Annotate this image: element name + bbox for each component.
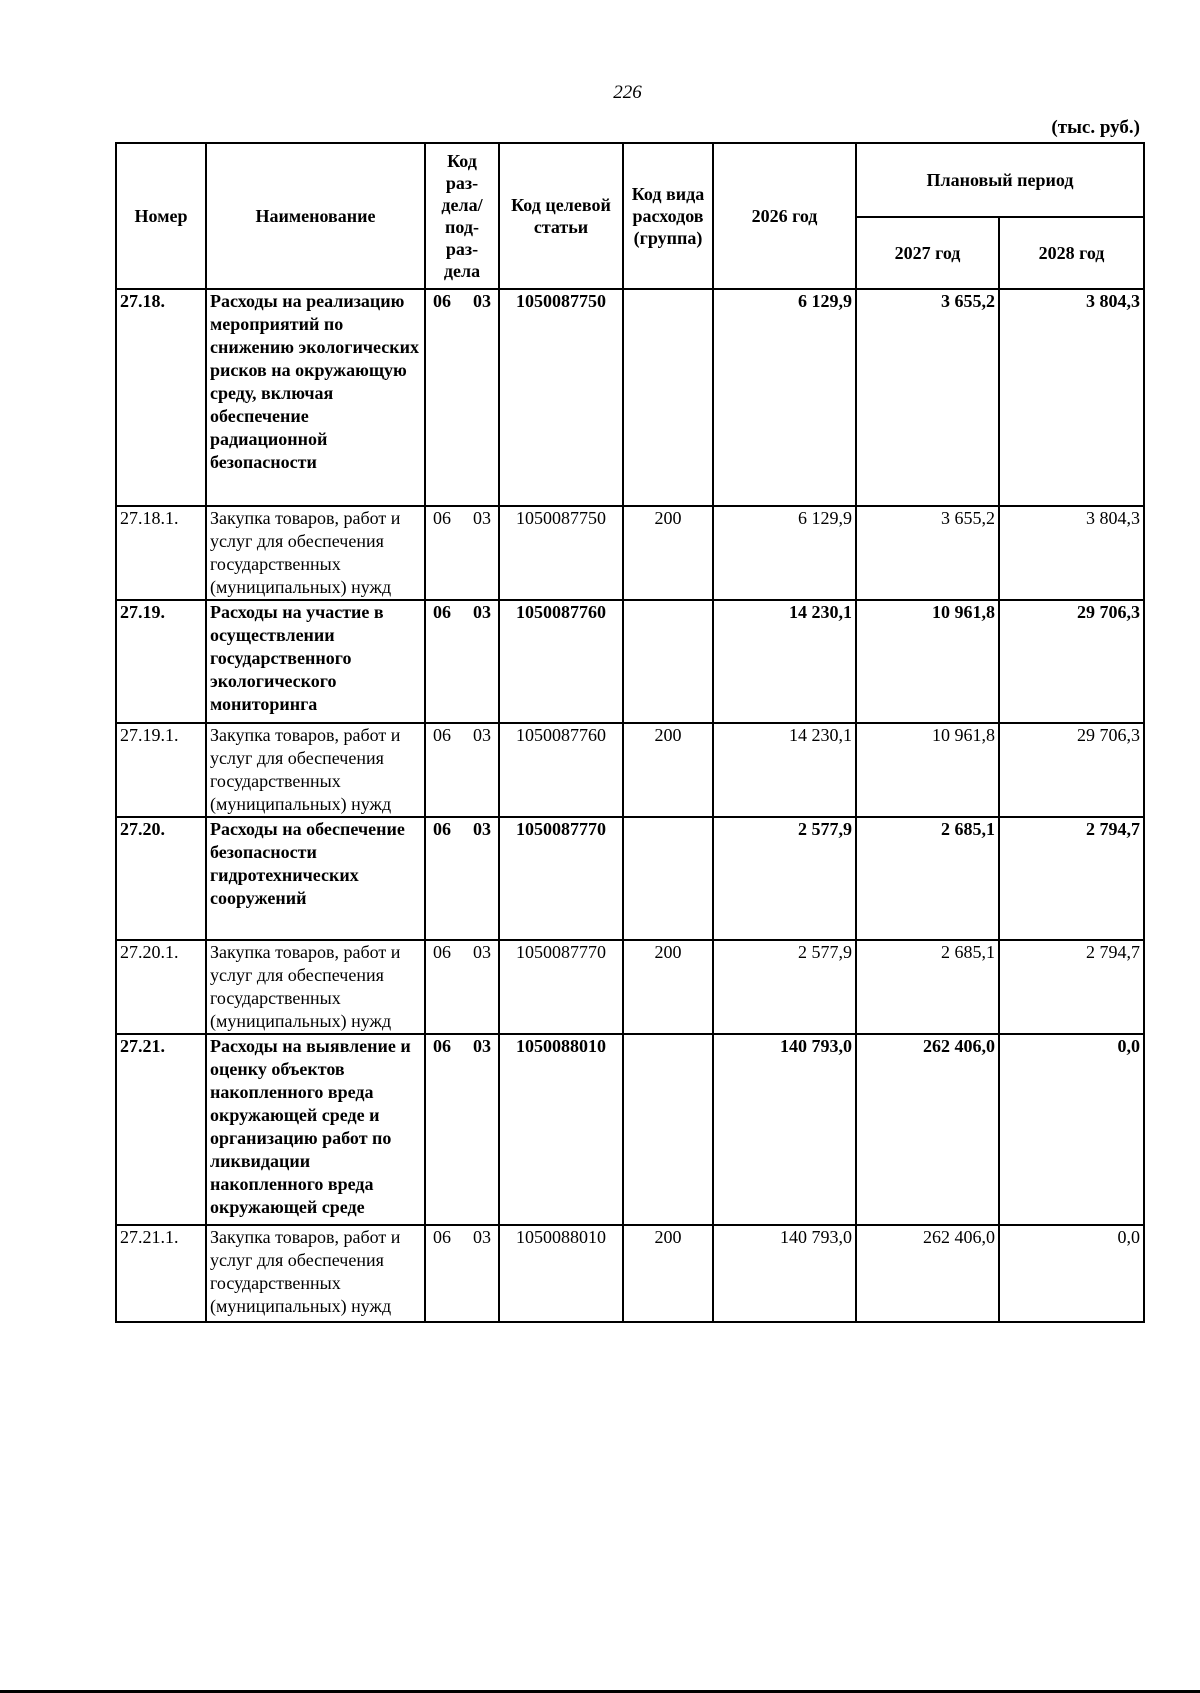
header-year-2027: 2027 год <box>856 217 999 289</box>
row-expense-type: 200 <box>623 506 713 600</box>
table-row <box>116 600 1144 723</box>
row-number: 27.21.1. <box>116 1225 206 1322</box>
row-amount-2026: 140 793,0 <box>713 1225 856 1322</box>
row-amount-2026: 140 793,0 <box>713 1034 856 1225</box>
row-amount-2028: 3 804,3 <box>999 506 1144 600</box>
row-number: 27.20. <box>116 817 206 940</box>
row-name: Закупка товаров, работ и услуг для обеспечения государственных (муниципальных) нужд <box>206 723 425 817</box>
subsection-value: 03 <box>473 508 491 528</box>
section-value: 06 <box>433 942 451 962</box>
section-value: 06 <box>433 725 451 745</box>
subsection-value: 03 <box>473 1227 491 1247</box>
section-value: 06 <box>433 602 451 622</box>
header-year-2026: 2026 год <box>713 143 856 289</box>
row-target-code: 1050088010 <box>499 1034 623 1225</box>
table-row <box>116 506 1144 600</box>
row-expense-type <box>623 289 713 506</box>
row-target-code: 1050087770 <box>499 940 623 1034</box>
row-amount-2028: 29 706,3 <box>999 723 1144 817</box>
row-section-code <box>425 289 499 506</box>
row-amount-2028: 2 794,7 <box>999 940 1144 1034</box>
row-number: 27.20.1. <box>116 940 206 1034</box>
row-amount-2026: 14 230,1 <box>713 600 856 723</box>
row-expense-type <box>623 1034 713 1225</box>
row-number: 27.21. <box>116 1034 206 1225</box>
header-planning-period: Плановый период <box>856 143 1144 217</box>
row-name: Закупка товаров, работ и услуг для обеспечения государственных (муниципальных) нужд <box>206 506 425 600</box>
row-section-code <box>425 600 499 723</box>
row-section-code <box>425 723 499 817</box>
row-expense-type <box>623 600 713 723</box>
header-name: Наименование <box>206 143 425 289</box>
row-name: Закупка товаров, работ и услуг для обеспечения государственных (муниципальных) нужд <box>206 940 425 1034</box>
section-value: 06 <box>433 1227 451 1247</box>
row-number: 27.18. <box>116 289 206 506</box>
header-year-2028: 2028 год <box>999 217 1144 289</box>
table-row <box>116 1034 1144 1225</box>
row-section-code <box>425 940 499 1034</box>
row-section-code <box>425 506 499 600</box>
section-value: 06 <box>433 819 451 839</box>
header-number: Номер <box>116 143 206 289</box>
subsection-value: 03 <box>473 725 491 745</box>
row-amount-2026: 2 577,9 <box>713 940 856 1034</box>
row-amount-2027: 262 406,0 <box>856 1034 999 1225</box>
row-amount-2027: 10 961,8 <box>856 600 999 723</box>
section-value: 06 <box>433 291 451 311</box>
row-name: Расходы на выявление и оценку объектов накопленного вреда окружающей среде и организацию работ по ликвидации накопленного вреда окружающей среде <box>206 1034 425 1225</box>
subsection-value: 03 <box>473 819 491 839</box>
table-body <box>116 289 1144 1322</box>
row-number: 27.19.1. <box>116 723 206 817</box>
row-amount-2027: 262 406,0 <box>856 1225 999 1322</box>
row-amount-2028: 0,0 <box>999 1034 1144 1225</box>
row-name: Закупка товаров, работ и услуг для обеспечения государственных (муниципальных) нужд <box>206 1225 425 1322</box>
subsection-value: 03 <box>473 602 491 622</box>
row-expense-type: 200 <box>623 1225 713 1322</box>
row-amount-2028: 0,0 <box>999 1225 1144 1322</box>
row-number: 27.19. <box>116 600 206 723</box>
row-target-code: 1050088010 <box>499 1225 623 1322</box>
row-name: Расходы на обеспечение безопасности гидротехнических сооружений <box>206 817 425 940</box>
row-amount-2027: 2 685,1 <box>856 940 999 1034</box>
subsection-value: 03 <box>473 291 491 311</box>
row-target-code: 1050087750 <box>499 506 623 600</box>
section-value: 06 <box>433 1036 451 1056</box>
row-amount-2028: 2 794,7 <box>999 817 1144 940</box>
table-row <box>116 817 1144 940</box>
row-section-code <box>425 1225 499 1322</box>
row-amount-2027: 10 961,8 <box>856 723 999 817</box>
row-amount-2026: 14 230,1 <box>713 723 856 817</box>
header-target-code: Код целевой статьи <box>499 143 623 289</box>
row-name: Расходы на участие в осуществлении государственного экологического мониторинга <box>206 600 425 723</box>
row-target-code: 1050087750 <box>499 289 623 506</box>
row-name: Расходы на реализацию мероприятий по снижению экологических рисков на окружающую среду, включая обеспечение радиационной безопасности <box>206 289 425 506</box>
header-section-code: Код раз-дела/ под-раз-дела <box>425 143 499 289</box>
row-amount-2028: 3 804,3 <box>999 289 1144 506</box>
row-amount-2026: 6 129,9 <box>713 506 856 600</box>
units-label: (тыс. руб.) <box>1051 117 1140 138</box>
subsection-value: 03 <box>473 942 491 962</box>
table-row <box>116 723 1144 817</box>
subsection-value: 03 <box>473 1036 491 1056</box>
row-amount-2028: 29 706,3 <box>999 600 1144 723</box>
row-expense-type: 200 <box>623 723 713 817</box>
row-amount-2026: 2 577,9 <box>713 817 856 940</box>
page-number: 226 <box>613 82 642 103</box>
row-target-code: 1050087760 <box>499 600 623 723</box>
table-row <box>116 940 1144 1034</box>
row-section-code <box>425 1034 499 1225</box>
header-expense-type: Код вида расходов (группа) <box>623 143 713 289</box>
row-number: 27.18.1. <box>116 506 206 600</box>
header-row <box>116 143 1144 217</box>
row-section-code <box>425 817 499 940</box>
budget-table <box>115 142 1145 1323</box>
row-amount-2027: 3 655,2 <box>856 506 999 600</box>
row-expense-type <box>623 817 713 940</box>
section-value: 06 <box>433 508 451 528</box>
row-amount-2027: 3 655,2 <box>856 289 999 506</box>
row-amount-2027: 2 685,1 <box>856 817 999 940</box>
table-row <box>116 1225 1144 1322</box>
row-target-code: 1050087770 <box>499 817 623 940</box>
row-amount-2026: 6 129,9 <box>713 289 856 506</box>
row-target-code: 1050087760 <box>499 723 623 817</box>
table-row <box>116 289 1144 506</box>
row-expense-type: 200 <box>623 940 713 1034</box>
